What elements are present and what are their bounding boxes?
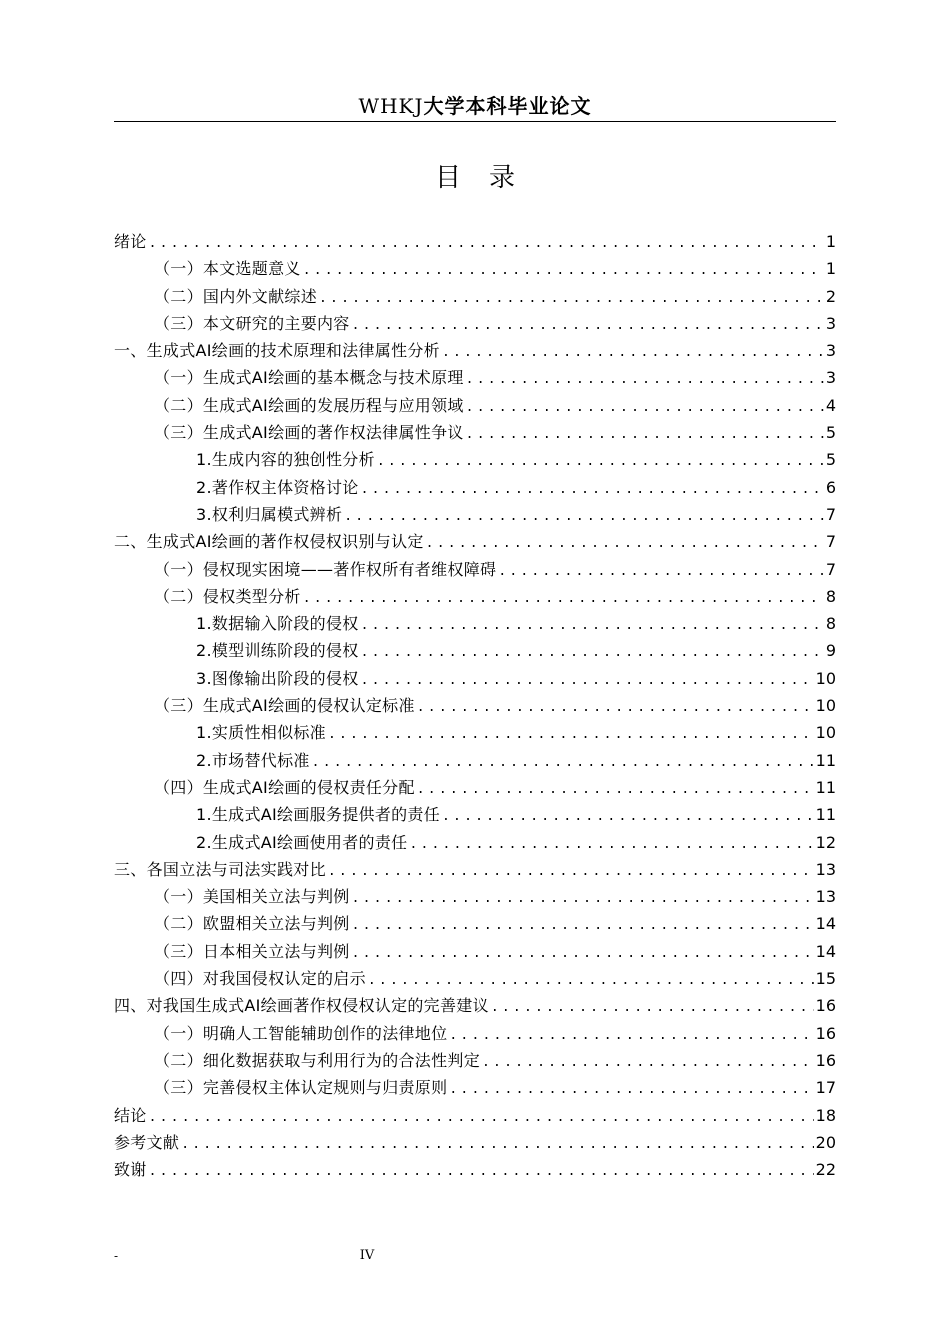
toc-dot-leader <box>368 967 814 994</box>
toc-entry-page: 17 <box>815 1078 836 1098</box>
toc-entry-title: 四、对我国生成式AI绘画著作权侵权认定的完善建议 <box>114 996 489 1016</box>
toc-entry-page: 1 <box>825 259 836 279</box>
toc-entry-title: （一）明确人工智能辅助创作的法律地位 <box>154 1023 448 1043</box>
toc-entry-page: 5 <box>825 450 836 470</box>
toc-entry-page: 6 <box>825 477 836 497</box>
toc-entry-page: 11 <box>815 750 836 770</box>
toc-entry-title: （三）本文研究的主要内容 <box>154 313 350 333</box>
toc-dot-leader <box>491 994 814 1021</box>
toc-dot-leader <box>344 503 824 530</box>
toc-entry-page: 9 <box>825 641 836 661</box>
toc-entry[interactable] <box>114 474 836 501</box>
toc-entry-title: （三）生成式AI绘画的著作权法律属性争议 <box>154 423 464 443</box>
toc-entry-title: 2.市场替代标准 <box>196 750 310 770</box>
toc-dot-leader <box>361 667 814 694</box>
table-of-contents <box>114 228 836 1183</box>
running-header <box>114 92 836 120</box>
toc-entry[interactable] <box>114 774 836 801</box>
toc-entry-page: 13 <box>815 887 836 907</box>
toc-entry-page: 16 <box>815 1050 836 1070</box>
toc-entry[interactable] <box>114 829 836 856</box>
toc-dot-leader <box>319 285 824 312</box>
toc-dot-leader <box>498 558 824 585</box>
toc-entry-page: 3 <box>825 368 836 388</box>
toc-entry-title: （一）美国相关立法与判例 <box>154 887 350 907</box>
toc-entry-title: 二、生成式AI绘画的著作权侵权识别与认定 <box>114 532 424 552</box>
toc-entry[interactable] <box>114 801 836 828</box>
toc-entry[interactable] <box>114 283 836 310</box>
toc-dot-leader <box>352 312 824 339</box>
toc-dot-leader <box>377 448 824 475</box>
toc-entry[interactable] <box>114 583 836 610</box>
toc-entry-title: （三）生成式AI绘画的侵权认定标准 <box>154 696 415 716</box>
toc-entry-title: （一）侵权现实困境——著作权所有者维权障碍 <box>154 559 497 579</box>
toc-entry-title: 一、生成式AI绘画的技术原理和法律属性分析 <box>114 341 440 361</box>
toc-entry-page: 11 <box>815 777 836 797</box>
toc-dot-leader <box>442 803 814 830</box>
toc-entry[interactable] <box>114 883 836 910</box>
toc-entry[interactable] <box>114 992 836 1019</box>
toc-entry-page: 16 <box>815 996 836 1016</box>
toc-dot-leader <box>328 858 814 885</box>
toc-entry-title: 参考文献 <box>114 1132 180 1152</box>
toc-entry-title: 2.模型训练阶段的侵权 <box>196 641 359 661</box>
toc-entry[interactable] <box>114 556 836 583</box>
toc-dot-leader <box>328 721 814 748</box>
toc-dot-leader <box>426 530 824 557</box>
toc-entry-page: 1 <box>825 232 836 251</box>
header-rule <box>114 121 836 122</box>
toc-dot-leader <box>361 639 824 666</box>
toc-dot-leader <box>303 585 824 612</box>
toc-entry-page: 7 <box>825 504 836 524</box>
toc-dot-leader <box>352 912 814 939</box>
toc-entry-page: 15 <box>815 969 836 989</box>
toc-entry-title: 1.生成式AI绘画服务提供者的责任 <box>196 805 441 825</box>
toc-entry-page: 2 <box>825 286 836 306</box>
toc-entry-page: 16 <box>815 1023 836 1043</box>
toc-entry-title: （四）生成式AI绘画的侵权责任分配 <box>154 777 415 797</box>
toc-entry[interactable] <box>114 255 836 282</box>
toc-dot-leader <box>149 230 824 257</box>
toc-entry[interactable] <box>114 1074 836 1101</box>
toc-dot-leader <box>361 476 824 503</box>
toc-dot-leader <box>409 831 813 858</box>
toc-entry-page: 13 <box>815 859 836 879</box>
toc-entry[interactable] <box>114 228 836 255</box>
toc-entry-title: （四）对我国侵权认定的启示 <box>154 969 366 989</box>
toc-entry-page: 7 <box>825 559 836 579</box>
toc-dot-leader <box>466 394 824 421</box>
toc-entry[interactable] <box>114 1156 836 1183</box>
toc-entry-page: 18 <box>815 1105 836 1125</box>
toc-dot-leader <box>466 366 824 393</box>
toc-entry[interactable] <box>114 337 836 364</box>
toc-entry[interactable] <box>114 692 836 719</box>
toc-dot-leader <box>442 339 824 366</box>
toc-dot-leader <box>449 1076 813 1103</box>
toc-entry-page: 3 <box>825 341 836 361</box>
toc-entry[interactable] <box>114 719 836 746</box>
toc-entry[interactable] <box>114 446 836 473</box>
header-chinese: 大学本科毕业论文 <box>423 94 592 118</box>
toc-entry-title: （二）生成式AI绘画的发展历程与应用领域 <box>154 395 464 415</box>
toc-entry[interactable] <box>114 419 836 446</box>
toc-entry-title: 3.图像输出阶段的侵权 <box>196 668 359 688</box>
toc-entry-page: 4 <box>825 395 836 415</box>
toc-dot-leader <box>303 257 824 284</box>
toc-entry-title: 1.生成内容的独创性分析 <box>196 450 375 470</box>
toc-dot-leader <box>449 1022 813 1049</box>
toc-entry[interactable] <box>114 364 836 391</box>
toc-entry-title: （一）本文选题意义 <box>154 259 301 279</box>
toc-dot-leader <box>417 776 814 803</box>
toc-entry[interactable] <box>114 1129 836 1156</box>
footer-mark: - <box>114 1249 119 1263</box>
toc-dot-leader <box>352 940 814 967</box>
toc-entry-page: 11 <box>815 805 836 825</box>
toc-entry-title: （二）欧盟相关立法与判例 <box>154 914 350 934</box>
toc-entry-title: 绪论 <box>114 232 147 251</box>
toc-entry-title: 三、各国立法与司法实践对比 <box>114 859 326 879</box>
toc-entry-title: （三）完善侵权主体认定规则与归责原则 <box>154 1078 448 1098</box>
toc-entry-title: 2.著作权主体资格讨论 <box>196 477 359 497</box>
toc-entry-page: 12 <box>815 832 836 852</box>
toc-dot-leader <box>149 1158 814 1185</box>
toc-entry-page: 8 <box>825 586 836 606</box>
toc-entry[interactable] <box>114 965 836 992</box>
toc-entry[interactable] <box>114 637 836 664</box>
toc-entry[interactable] <box>114 747 836 774</box>
toc-entry-page: 20 <box>815 1132 836 1152</box>
toc-dot-leader <box>312 749 814 776</box>
toc-dot-leader <box>352 885 814 912</box>
toc-entry[interactable] <box>114 501 836 528</box>
toc-entry-title: 2.生成式AI绘画使用者的责任 <box>196 832 408 852</box>
toc-entry[interactable] <box>114 310 836 337</box>
toc-entry-title: 结论 <box>114 1105 147 1125</box>
toc-entry-title: （一）生成式AI绘画的基本概念与技术原理 <box>154 368 464 388</box>
toc-entry[interactable] <box>114 938 836 965</box>
toc-entry-page: 10 <box>815 723 836 743</box>
toc-entry-page: 7 <box>825 532 836 552</box>
toc-entry[interactable] <box>114 665 836 692</box>
toc-entry[interactable] <box>114 910 836 937</box>
toc-entry[interactable] <box>114 392 836 419</box>
toc-entry-page: 22 <box>815 1160 836 1180</box>
toc-entry-title: 1.数据输入阶段的侵权 <box>196 614 359 634</box>
toc-entry[interactable] <box>114 1020 836 1047</box>
header-latin: WHKJ <box>358 94 424 118</box>
toc-entry[interactable] <box>114 528 836 555</box>
toc-entry[interactable] <box>114 610 836 637</box>
toc-heading: 目录 <box>434 163 543 193</box>
toc-entry[interactable] <box>114 1047 836 1074</box>
toc-entry-title: （三）日本相关立法与判例 <box>154 941 350 961</box>
toc-entry-page: 3 <box>825 313 836 333</box>
toc-entry-title: （二）国内外文献综述 <box>154 286 318 306</box>
toc-dot-leader <box>361 612 824 639</box>
toc-dot-leader <box>466 421 824 448</box>
toc-entry-title: 3.权利归属模式辨析 <box>196 504 343 524</box>
toc-entry-title: （二）侵权类型分析 <box>154 586 301 606</box>
toc-entry-title: 1.实质性相似标准 <box>196 723 326 743</box>
footer-page-number: IV <box>359 1248 375 1263</box>
toc-dot-leader <box>149 1104 814 1131</box>
toc-entry-page: 10 <box>815 696 836 716</box>
toc-dot-leader <box>482 1049 814 1076</box>
toc-dot-leader <box>181 1131 813 1158</box>
toc-entry-title: 致谢 <box>114 1160 147 1180</box>
toc-entry[interactable] <box>114 1102 836 1129</box>
toc-entry-page: 14 <box>815 941 836 961</box>
toc-dot-leader <box>417 694 814 721</box>
toc-entry-title: （二）细化数据获取与利用行为的合法性判定 <box>154 1050 481 1070</box>
toc-entry-page: 10 <box>815 668 836 688</box>
toc-entry-page: 8 <box>825 614 836 634</box>
toc-entry[interactable] <box>114 856 836 883</box>
toc-entry-page: 5 <box>825 423 836 443</box>
toc-entry-page: 14 <box>815 914 836 934</box>
